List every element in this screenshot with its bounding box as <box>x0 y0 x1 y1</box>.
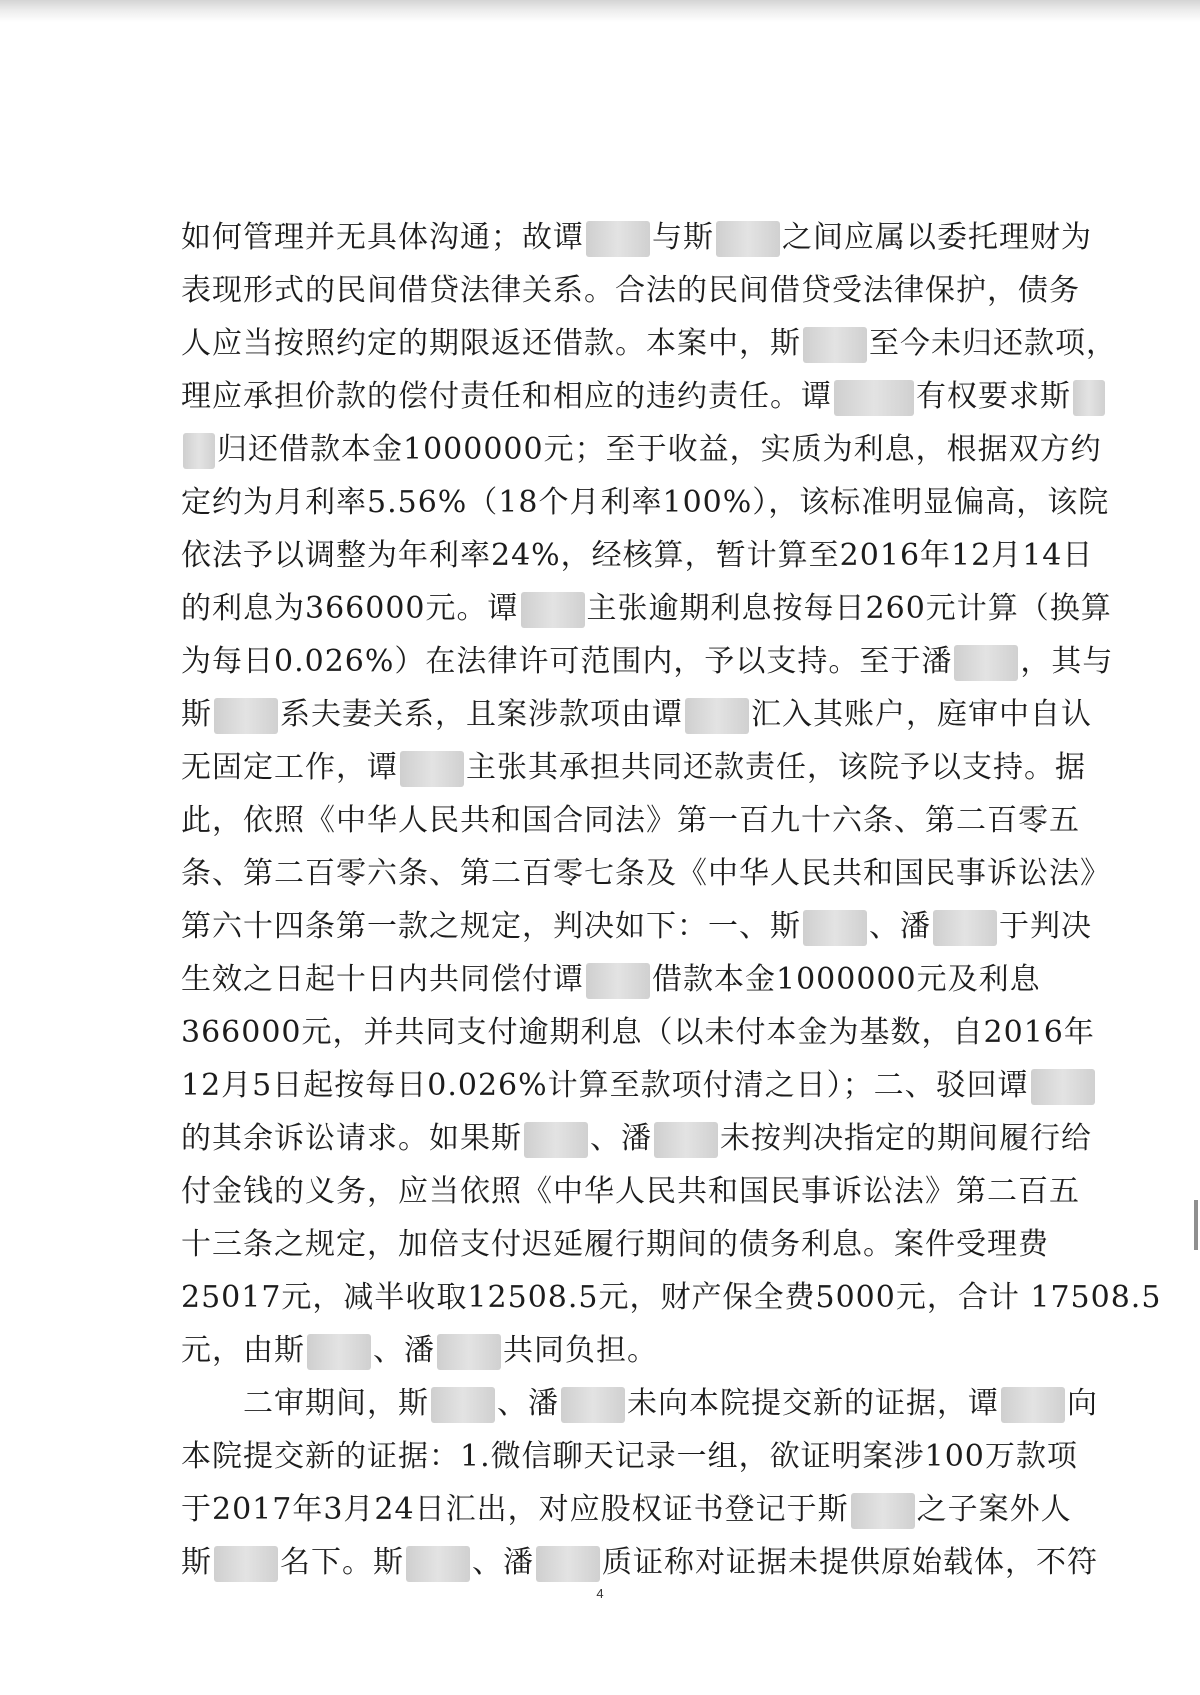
text-line <box>181 1536 1098 1589</box>
text-line <box>181 635 1114 688</box>
text-line <box>181 1112 1092 1165</box>
text-segment: 于判决 <box>999 909 1092 944</box>
text-line <box>181 1218 1049 1271</box>
text-line <box>181 741 1086 794</box>
text-line <box>181 1377 1098 1430</box>
text-line <box>181 1059 1037 1112</box>
text-segment: 为每日0.026%）在法律许可范围内，予以支持。至于潘 <box>181 644 953 679</box>
text-line <box>181 423 1102 476</box>
text-segment: 之间应属以委托理财为 <box>782 220 1092 255</box>
text-line <box>181 794 1080 847</box>
text-segment: 25017元，减半收取12508.5元，财产保全费5000元，合计 17508.5 <box>181 1280 1162 1315</box>
redacted-name-block <box>524 1122 588 1158</box>
text-segment: 于2017年3月24日汇出，对应股权证书登记于斯 <box>181 1492 849 1527</box>
text-segment: 生效之日起十日内共同偿付谭 <box>181 962 584 997</box>
text-segment: 主张逾期利息按每日260元计算（换算 <box>586 591 1112 626</box>
text-segment: 12月5日起按每日0.026%计算至款项付清之日）；二、驳回谭 <box>181 1068 1029 1103</box>
text-segment: 斯 <box>181 697 212 732</box>
redacted-name-block <box>561 1387 625 1423</box>
text-segment: ，其与 <box>1020 644 1114 679</box>
redacted-name-block <box>803 910 867 946</box>
scan-side-mark <box>1194 1200 1198 1250</box>
text-segment: 系夫妻关系，且案涉款项由谭 <box>280 697 683 732</box>
redacted-name-block <box>431 1387 495 1423</box>
text-segment: 未向本院提交新的证据，谭 <box>627 1386 999 1421</box>
text-line <box>181 582 1112 635</box>
text-segment: 、潘 <box>590 1121 652 1156</box>
redacted-name-block <box>954 645 1018 681</box>
text-segment: 未按判决指定的期间履行给 <box>720 1121 1092 1156</box>
redacted-name-block <box>307 1334 371 1370</box>
text-line <box>181 1483 1072 1536</box>
redacted-name-block <box>586 221 650 257</box>
redacted-name-block <box>536 1546 600 1582</box>
text-line <box>181 1430 1078 1483</box>
redacted-name-block <box>586 963 650 999</box>
text-segment: 366000元，并共同支付逾期利息（以未付本金为基数，自2016年 <box>181 1015 1095 1050</box>
text-segment: 、潘 <box>497 1386 559 1421</box>
text-segment: 人应当按照约定的期限返还借款。本案中，斯 <box>181 326 801 361</box>
text-segment: 付金钱的义务，应当依照《中华人民共和国民事诉讼法》第二百五 <box>181 1174 1080 1209</box>
redacted-name-block <box>1031 1069 1095 1105</box>
text-segment: 与斯 <box>652 220 714 255</box>
text-segment: 斯 <box>181 1545 212 1580</box>
page-number: 4 <box>596 1586 604 1601</box>
text-segment: 归还借款本金1000000元；至于收益，实质为利息，根据双方约 <box>217 432 1102 467</box>
text-line <box>181 1006 1095 1059</box>
text-line <box>181 1271 1162 1324</box>
text-segment: 之子案外人 <box>916 1492 1072 1527</box>
text-line <box>181 476 1110 529</box>
text-segment: 如何管理并无具体沟通；故谭 <box>181 220 584 255</box>
redacted-name-block <box>437 1334 501 1370</box>
redacted-name-block <box>183 433 215 469</box>
text-line <box>181 1165 1080 1218</box>
redacted-name-block <box>933 910 997 946</box>
text-segment: 名下。斯 <box>280 1545 404 1580</box>
scan-top-edge <box>0 0 1200 22</box>
text-segment: 本院提交新的证据：1.微信聊天记录一组，欲证明案涉100万款项 <box>181 1439 1078 1474</box>
redacted-name-block <box>716 221 780 257</box>
text-segment: 主张其承担共同还款责任，该院予以支持。据 <box>466 750 1086 785</box>
text-segment: 借款本金1000000元及利息 <box>652 962 1041 997</box>
text-line <box>181 688 1092 741</box>
text-segment: 至今未归还款项， <box>869 326 1117 361</box>
redacted-name-block <box>834 380 914 416</box>
text-segment: 质证称对证据未提供原始载体，不符 <box>602 1545 1098 1580</box>
text-segment: 定约为月利率5.56%（18个月利率100%），该标准明显偏高，该院 <box>181 485 1110 520</box>
redacted-name-block <box>803 327 867 363</box>
text-segment: 、潘 <box>373 1333 435 1368</box>
text-segment: 无固定工作，谭 <box>181 750 398 785</box>
redacted-name-block <box>214 698 278 734</box>
redacted-name-block <box>1001 1387 1065 1423</box>
text-segment: 二审期间，斯 <box>243 1386 429 1421</box>
text-line <box>181 847 1111 900</box>
text-line <box>181 1324 1037 1377</box>
text-segment: 表现形式的民间借贷法律关系。合法的民间借贷受法律保护，债务 <box>181 273 1080 308</box>
redacted-name-block <box>521 592 585 628</box>
text-segment: 条、第二百零六条、第二百零七条及《中华人民共和国民事诉讼法》 <box>181 856 1111 891</box>
text-segment: 、潘 <box>472 1545 534 1580</box>
redacted-name-block <box>685 698 749 734</box>
text-segment: 元，由斯 <box>181 1333 305 1368</box>
text-line <box>181 900 1092 953</box>
text-line <box>181 317 1117 370</box>
text-segment: 此，依照《中华人民共和国合同法》第一百九十六条、第二百零五 <box>181 803 1080 838</box>
redacted-name-block <box>214 1546 278 1582</box>
text-segment: 有权要求斯 <box>916 379 1071 414</box>
judgment-body-text <box>181 211 1162 1589</box>
text-segment: 的其余诉讼请求。如果斯 <box>181 1121 522 1156</box>
text-segment: 十三条之规定，加倍支付迟延履行期间的债务利息。案件受理费 <box>181 1227 1049 1262</box>
text-line <box>181 370 1071 423</box>
text-segment: 理应承担价款的偿付责任和相应的违约责任。谭 <box>181 379 832 414</box>
text-segment: 汇入其账户，庭审中自认 <box>751 697 1092 732</box>
text-segment: 向 <box>1067 1386 1098 1421</box>
text-line <box>181 529 1094 582</box>
text-segment: 、潘 <box>869 909 931 944</box>
text-line <box>181 264 1080 317</box>
text-segment: 的利息为366000元。谭 <box>181 591 519 626</box>
text-line <box>181 211 1092 264</box>
redacted-name-block <box>851 1493 915 1529</box>
text-segment: 第六十四条第一款之规定，判决如下：一、斯 <box>181 909 801 944</box>
text-segment: 共同负担。 <box>503 1333 658 1368</box>
redacted-name-block <box>1073 380 1105 416</box>
redacted-name-block <box>406 1546 470 1582</box>
redacted-name-block <box>400 751 464 787</box>
text-line <box>181 953 1041 1006</box>
text-segment: 依法予以调整为年利率24%，经核算，暂计算至2016年12月14日 <box>181 538 1094 573</box>
redacted-name-block <box>654 1122 718 1158</box>
